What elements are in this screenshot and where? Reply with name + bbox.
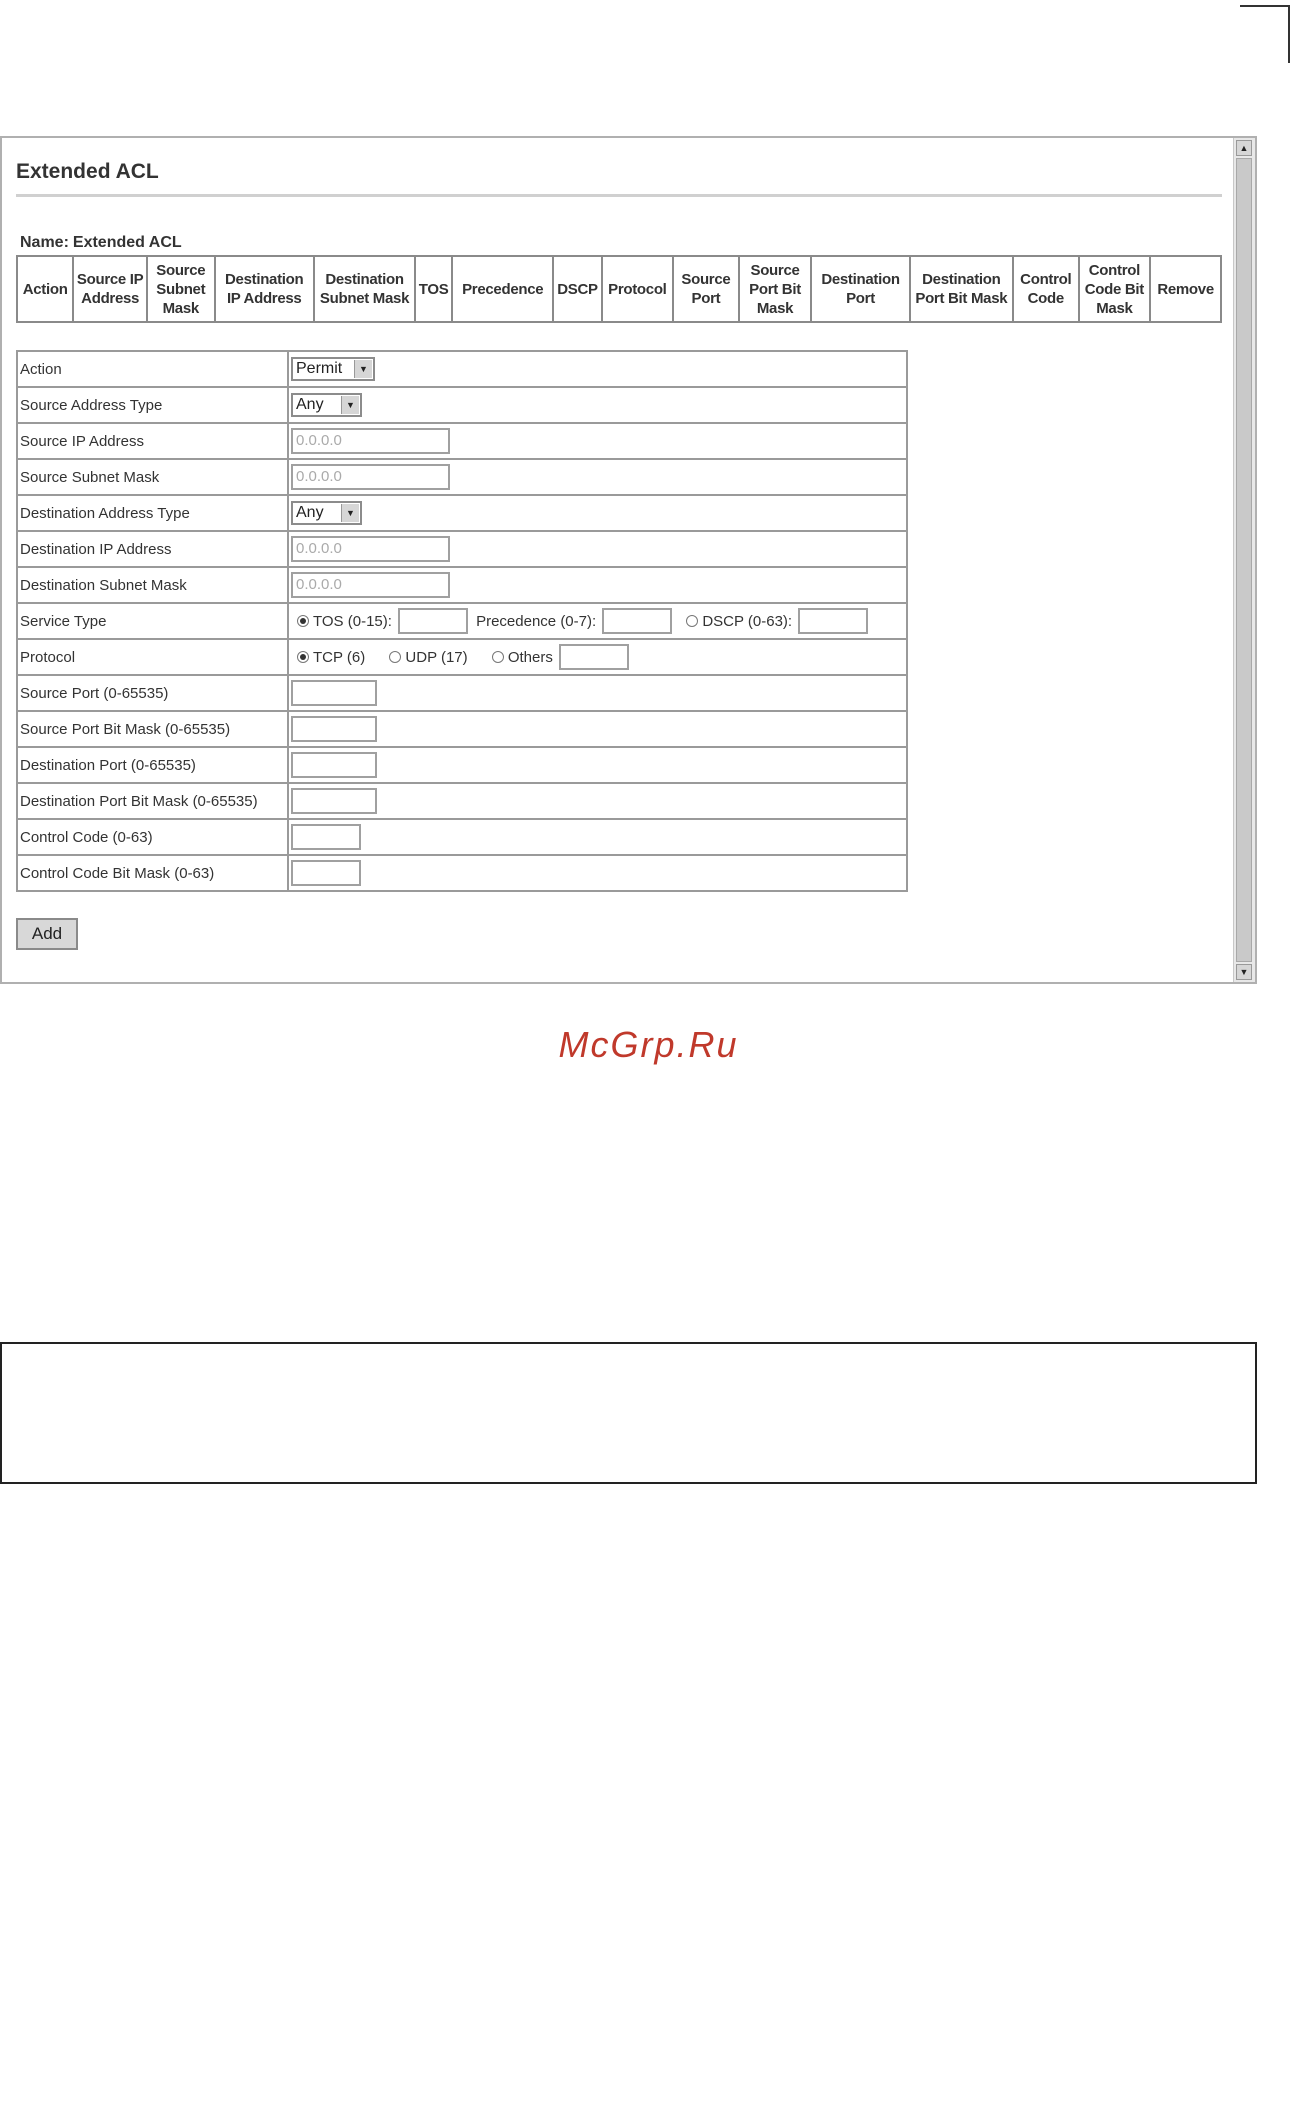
chevron-down-icon: ▼ [341,504,359,522]
browser-screenshot [0,136,1257,984]
udp-label: UDP (17) [405,648,468,666]
source-mask-input[interactable]: 0.0.0.0 [291,464,450,490]
dest-mask-cell [288,567,907,603]
col-header: Precedence [452,256,553,322]
source-ip-label: Source IP Address [17,423,288,459]
form-row-dest-address-type [17,495,907,531]
source-address-type-value: Any [296,396,324,413]
service-type-label: Service Type [17,603,288,639]
col-header: Source IP Address [73,256,147,322]
control-code-cell [288,819,907,855]
dest-port-label: Destination Port (0-65535) [17,747,288,783]
source-ip-input[interactable]: 0.0.0.0 [291,428,450,454]
source-port-label: Source Port (0-65535) [17,675,288,711]
col-header: Destination IP Address [215,256,314,322]
tos-input[interactable] [398,608,468,634]
chevron-down-icon: ▼ [341,396,359,414]
source-port-input[interactable] [291,680,377,706]
service-type-cell [288,603,907,639]
acl-name-label: Name: [20,234,69,251]
dest-port-mask-cell [288,783,907,819]
dest-port-cell [288,747,907,783]
dest-port-input[interactable] [291,752,377,778]
watermark-text: McGrp.Ru [558,1024,739,1065]
form-row-source-ip [17,423,907,459]
dest-address-type-select[interactable] [291,501,362,525]
tcp-radio[interactable] [297,651,309,663]
others-label: Others [507,648,553,666]
control-code-label: Control Code (0-63) [17,819,288,855]
empty-note-box [0,1342,1257,1484]
form-row-source-mask [17,459,907,495]
source-mask-label: Source Subnet Mask [17,459,288,495]
form-row-action [17,351,907,387]
dest-ip-cell [288,531,907,567]
source-address-type-select[interactable] [291,393,362,417]
chevron-down-icon: ▼ [354,360,372,378]
vertical-scrollbar[interactable] [1233,138,1255,982]
page-title: Extended ACL [16,160,159,183]
udp-radio[interactable] [389,651,401,663]
acl-rule-form [16,350,908,892]
form-row-dest-port [17,747,907,783]
form-row-control-code-mask [17,855,907,891]
add-button[interactable]: Add [16,918,78,950]
dscp-label: DSCP (0-63): [702,612,793,630]
col-header: Control Code [1013,256,1079,322]
action-select-value: Permit [296,360,343,377]
others-radio[interactable] [492,651,504,663]
source-port-cell [288,675,907,711]
action-select[interactable] [291,357,375,381]
dest-ip-input[interactable]: 0.0.0.0 [291,536,450,562]
form-row-dest-mask [17,567,907,603]
dest-mask-input[interactable]: 0.0.0.0 [291,572,450,598]
source-address-type-cell [288,387,907,423]
page-corner-mark [1240,5,1290,63]
scroll-up-arrow-icon[interactable]: ▲ [1236,140,1252,156]
protocol-cell [288,639,907,675]
form-row-protocol [17,639,907,675]
col-header: DSCP [553,256,601,322]
dest-address-type-label: Destination Address Type [17,495,288,531]
action-cell [288,351,907,387]
source-port-mask-label: Source Port Bit Mask (0-65535) [17,711,288,747]
scroll-down-arrow-icon[interactable]: ▼ [1236,964,1252,980]
acl-name-value: Extended ACL [72,234,182,251]
dest-address-type-cell [288,495,907,531]
scrollbar-thumb[interactable] [1236,158,1252,962]
source-address-type-label: Source Address Type [17,387,288,423]
title-divider [16,194,1222,197]
col-header: Source Subnet Mask [147,256,215,322]
others-protocol-input[interactable] [559,644,629,670]
precedence-input[interactable] [602,608,672,634]
dest-address-type-value: Any [296,504,324,521]
tos-label: TOS (0-15): [313,612,392,630]
form-row-source-address-type [17,387,907,423]
form-row-dest-ip [17,531,907,567]
col-header: Source Port Bit Mask [739,256,812,322]
col-header: Protocol [602,256,674,322]
control-code-mask-cell [288,855,907,891]
dest-mask-label: Destination Subnet Mask [17,567,288,603]
col-header: Action [17,256,73,322]
source-ip-cell [288,423,907,459]
col-header: Remove [1150,256,1221,322]
page-content [2,138,1230,982]
col-header: Destination Subnet Mask [314,256,415,322]
col-header: TOS [415,256,452,322]
col-header: Source Port [673,256,739,322]
form-row-service-type [17,603,907,639]
control-code-mask-input[interactable] [291,860,361,886]
precedence-label: Precedence (0-7): [476,612,597,630]
source-port-mask-input[interactable] [291,716,377,742]
dest-port-mask-input[interactable] [291,788,377,814]
protocol-label: Protocol [17,639,288,675]
col-header: Control Code Bit Mask [1079,256,1151,322]
form-row-control-code [17,819,907,855]
source-port-mask-cell [288,711,907,747]
acl-table-header-row [17,256,1221,322]
form-row-source-port [17,675,907,711]
col-header: Destination Port Bit Mask [910,256,1013,322]
control-code-mask-label: Control Code Bit Mask (0-63) [17,855,288,891]
tcp-label: TCP (6) [313,648,366,666]
dest-port-mask-label: Destination Port Bit Mask (0-65535) [17,783,288,819]
col-header: Destination Port [811,256,909,322]
acl-rule-table [16,255,1222,323]
dest-ip-label: Destination IP Address [17,531,288,567]
form-row-source-port-mask [17,711,907,747]
acl-name-heading [16,234,182,252]
tos-radio[interactable] [297,615,309,627]
control-code-input[interactable] [291,824,361,850]
dscp-input[interactable] [798,608,868,634]
action-label: Action [17,351,288,387]
dscp-radio[interactable] [686,615,698,627]
form-row-dest-port-mask [17,783,907,819]
source-mask-cell [288,459,907,495]
